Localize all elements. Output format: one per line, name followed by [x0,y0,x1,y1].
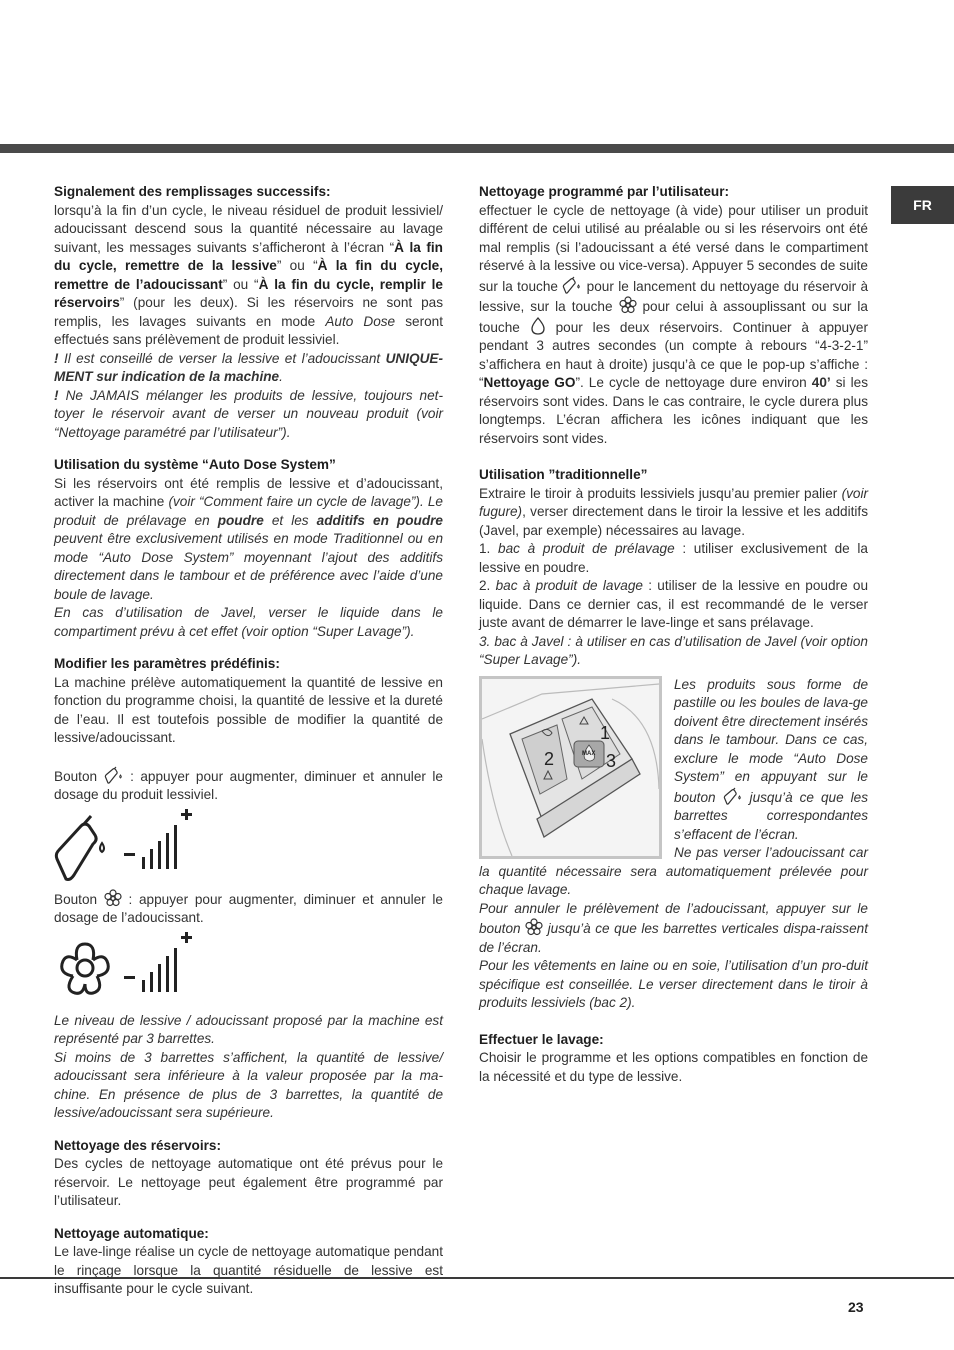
note [54,387,443,443]
flower-icon [104,889,122,907]
section-auto-dose [54,456,443,641]
paragraph: Le niveau de lessive / adoucissant proposé par la machine est représenté par 3 barrettes. [54,1012,443,1046]
paragraph [479,485,868,541]
detergent-drawer-figure [479,676,662,859]
text: Si les réservoirs ont été remplis de lessive et d’adoucissant, activer la machine [54,475,443,509]
text: (voir “Comment faire un cycle de lavage”). [168,494,424,509]
list-item: 3. bac à Javel : à utiliser en cas d’utilisation de Javel (voir option “Super Lavage”). [479,633,868,667]
flower-icon [525,918,543,936]
text: effectuer le cycle de nettoyage (à vide) pour utiliser un produit différent de celui utilisé au préalable ou si les réservoirs ont été mal remplis (si l’adoucissant a été versé dans le compartiment réservé à la lessive ou vice-versa). Appuyer 5 secondes de suite sur la touche [479,202,868,294]
list-item [479,540,868,577]
paragraph: Le lave-linge réalise un cycle de nettoyage automatique pendant le rinçage lorsque la quantité résiduelle de lessive est insuffisante pour le cycle suivant. [54,1244,443,1296]
section-signalement [54,183,443,442]
text: , verser directement dans le tiroir la lessive et les additifs (Javel, par exemple) nécessaires au lavage. [479,504,868,538]
max-label: MAX [582,750,596,757]
text: : appuyer pour augmenter, diminuer et annuler le dosage de l’adoucissant. [54,891,443,925]
flower-icon [619,296,637,314]
text: Pour annuler le prélèvement de l’adoucissant, appuyer sur le bouton [479,900,868,936]
list-item [479,577,868,633]
text: ”. Le cycle de nettoyage dure environ [575,375,812,390]
detergent-bottle-icon [104,766,124,784]
section-title: Modifier les paramètres prédéfinis: [54,656,280,671]
drop-icon [530,317,546,335]
warning-mark: ! [54,387,59,403]
emphasis: poudre [217,512,264,528]
detergent-bottle-icon [56,816,104,880]
section-title: Nettoyage automatique: [54,1225,209,1241]
text: ” ou “ [276,258,318,273]
message-1: À la fin du cycle, remettre de la lessive [54,239,443,273]
text: bac à produit de prélavage [498,541,675,556]
text: Extraire le tiroir à produits lessiviels jusqu’au premier palier [479,485,842,501]
text: . [279,369,283,384]
paragraph: Ne pas verser l’adoucissant car la quantité nécessaire sera automatiquement prélevée pour chaque lavage. [479,845,868,897]
paragraph: Pour les vêtements en laine ou en soie, l’utilisation d’un pro-duit spécifique est conseillée. Le verser directement dans le tiroir à produits lessiviels (bac 2). [479,958,868,1010]
section-title: Utilisation du système “Auto Dose System” [54,457,336,472]
text: Il est conseillé de verser la lessive et l’adoucissant [58,350,386,366]
text: jusqu’à ce que les barrettes verticales dispa-raissent de l’écran. [479,921,868,955]
note [54,350,443,387]
paragraph [54,202,443,350]
text: peuvent être exclusivement utilisés en mode Traditionnel ou en mode “Auto Dose System” moyennant l’ajout des additifs directement dans le tambour et de préférence avec l’aide d’une boule de lavage. [54,531,443,602]
figure-label-1: 1 [600,722,611,743]
text: pour le lancement du nettoyage du réservoir à lessive, sur la touche [479,278,869,314]
emphasis: UNIQUE-MENT sur indication de la machine [54,350,443,384]
top-rule [0,144,954,153]
text: pour les deux réservoirs. Continuer à appuyer pendant 3 autres secondes (un compte à rebours “4-3-2-1” s’affichera en haut à droite) jusqu’à ce que le pop-up s’affiche : “ [479,319,869,390]
section-nettoyage-programme [479,183,868,448]
text: Bouton [54,768,104,784]
figure-label-2: 2 [544,748,555,769]
softener-level-illustration [54,932,443,1008]
paragraph [54,766,443,805]
paragraph: Si moins de 3 barrettes s’affichent, la quantité de lessive/ adoucissant sera inférieure à la valeur proposée par la ma-chine. En présence de plus de 3 barrettes, la quantité de lessive/adoucissant sera supérieure. [54,1049,443,1120]
text: : utiliser de la lessive en poudre ou liquide. Dans ce dernier cas, il est recommandé de le verser juste avant de démarrer le lave-linge et sans prélavage. [479,578,869,630]
popup-text: Nettoyage GO [483,375,576,390]
paragraph [479,900,868,958]
text: lorsqu’à la fin d’un cycle, le niveau résiduel de produit lessiviel/ adoucissant descend sous la quantité nécessaire au lavage suivant, les messages suivants s’afficheront à l’écran “ [54,202,443,255]
detergent-bottle-icon [562,276,582,294]
text: Ne JAMAIS mélanger les produits de lessive, toujours net-toyer le réservoir avant de verser un nouveau produit (voir “Nettoyage paramétré par l’utilisateur”). [54,387,443,440]
text: pour celui à assouplissant ou sur la touche [479,299,868,335]
paragraph: La machine prélève automatiquement la quantité de lessive en fonction du programme choisi, la quantité de lessive et la dureté de l’eau. Il est toutefois possible de modifier la quantité de lessive/adoucissant. [54,674,443,745]
text: Les produits sous forme de pastille ou les boules de lava-ge doivent être directement insérés dans le tambour. Dans ce cas, exclure le mode “Auto Dose System” en appuyant sur le bouton [674,676,868,805]
section-nettoyage-automatique [54,1225,443,1299]
text: (voir fugure) [479,485,868,519]
right-column [479,183,868,1100]
language-tab: FR [891,186,954,224]
section-title: Effectuer le lavage: [479,1031,604,1047]
text: : utiliser exclusivement de la lessive en poudre. [479,541,868,575]
paragraph [54,475,443,605]
text: jusqu’à ce que les barrettes correspondantes s’effacent de l’écran. [674,789,868,842]
text: seront effectués sans prélèvement de produit lessiviel. [54,313,443,347]
text: : appuyer pour augmenter, diminuer et annuler le dosage du produit lessiviel. [54,768,443,802]
message-2: À la fin du cycle, remettre de l’adoucissant [54,258,443,292]
flower-icon [62,944,109,993]
text: Bouton [54,891,104,907]
message-3: À la fin du cycle, remplir le réservoirs [54,276,443,310]
section-title: Utilisation ”traditionnelle” [479,467,648,482]
text: et les [263,512,317,528]
text: 2. [479,578,496,593]
figure-label-3: 3 [606,750,617,771]
section-effectuer-lavage [479,1031,868,1087]
warning-mark: ! [54,350,59,366]
text: ” (pour les deux). Si les réservoirs ne sont pas remplis, les lavages suivants en mode [54,295,443,329]
detergent-bottle-icon [723,787,743,805]
text: 1. [479,541,499,556]
paragraph: Choisir le programme et les options compatibles en fonction de la nécessité et du type de lessive. [479,1050,868,1084]
mode-name: Auto Dose [325,313,396,329]
section-title: Nettoyage des réservoirs: [54,1137,221,1153]
section-title: Nettoyage programmé par l’utilisateur: [479,184,730,199]
section-traditionnelle [479,466,868,1013]
text: bac à produit de lavage [495,578,643,593]
paragraph [54,889,443,928]
section-modifier [54,655,443,1123]
figure-block [479,676,868,1013]
detergent-level-illustration [54,809,443,885]
paragraph: Des cycles de nettoyage automatique ont été prévus pour le réservoir. Le nettoyage peut également être programmé par l’utilisateur. [54,1156,443,1208]
page-number: 23 [848,1299,864,1315]
bottom-rule [0,1277,954,1279]
text: ” ou “ [222,276,259,292]
left-column [54,183,443,1313]
emphasis: additifs en poudre [316,512,443,528]
duration: 40’ [811,375,831,390]
text: Le produit de prélavage en [54,494,443,528]
section-title: Signalement des remplissages successifs: [54,184,331,199]
text: si les réservoirs sont vides. Dans le cas contraire, le cycle durera plus longtemps. L’écran affichera les icônes indiquant que les réservoirs sont vides. [479,375,868,446]
section-nettoyage-reservoirs [54,1137,443,1211]
paragraph [479,202,868,449]
paragraph: En cas d’utilisation de Javel, verser le liquide dans le compartiment prévu à cet effet (voir option “Super Lavage”). [54,605,443,639]
